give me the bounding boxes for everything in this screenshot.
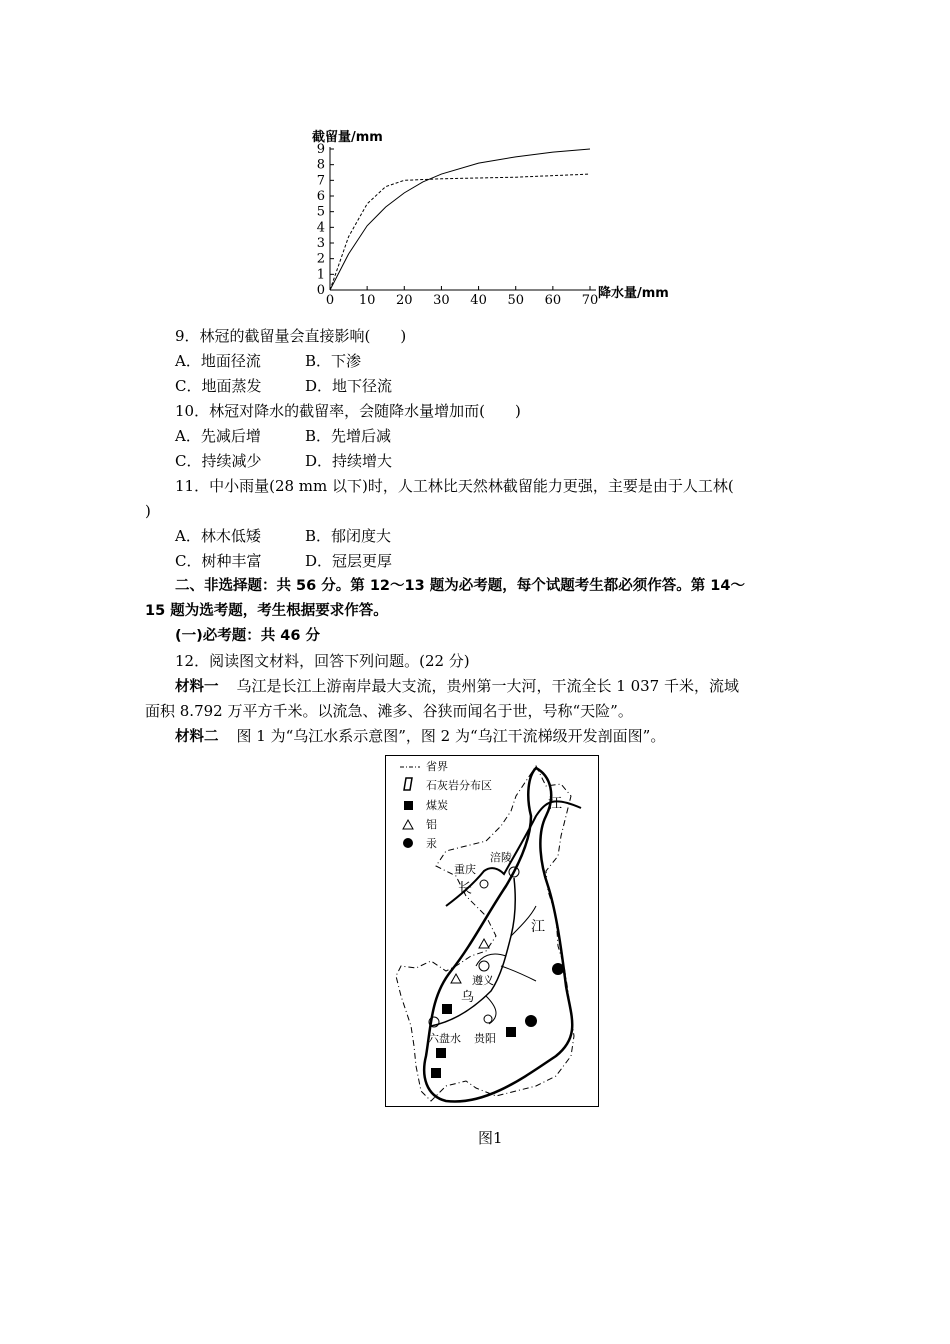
label-wu: 乌 <box>461 990 475 1005</box>
coal-icon <box>404 801 413 810</box>
aluminum-icon <box>403 820 413 829</box>
material1-label: 材料一 <box>175 679 219 695</box>
legend-province-border: 省界 <box>426 760 448 773</box>
q10-options-cd <box>175 449 392 474</box>
interception-chart <box>300 125 690 310</box>
section2-heading-line1: 二、非选择题：共 56 分。第 12～13 题为必考题，每个试题考生都必须作答。第 14～ <box>175 578 745 594</box>
q9-options-cd <box>175 374 392 399</box>
chongqing-city-icon <box>480 880 488 888</box>
coal-symbol <box>506 1027 516 1037</box>
label-guiyang: 贵阳 <box>474 1032 496 1045</box>
q10-options-ab <box>175 424 391 449</box>
wujiang-map <box>385 755 599 1107</box>
x-axis-label: 降水量/mm <box>598 286 669 301</box>
series-line-dashed <box>330 174 590 290</box>
mercury-symbol <box>552 963 564 975</box>
label-liupanshui: 六盘水 <box>428 1032 461 1045</box>
q10-option-d[interactable]: D．持续增大 <box>305 452 393 470</box>
map-legend <box>400 759 492 850</box>
q12-material1-line1 <box>175 674 739 700</box>
q9-option-b[interactable]: B．下渗 <box>305 352 362 370</box>
coal-symbol <box>436 1048 446 1058</box>
y-tick-label: 1 <box>316 267 325 283</box>
q12-material1-line2: 面积 8.792 万平方千米。以流急、滩多、谷狭而闻名于世，号称“天险”。 <box>145 702 633 720</box>
q11-options-ab <box>175 524 391 549</box>
y-tick-label: 8 <box>316 157 325 173</box>
q11-option-c[interactable]: C．树种丰富 <box>175 552 262 570</box>
label-jiang-mid: 江 <box>531 919 545 935</box>
label-jiang-top: 江 <box>548 796 562 812</box>
q10-option-c[interactable]: C．持续减少 <box>175 452 262 470</box>
legend-coal: 煤炭 <box>426 799 448 812</box>
legend-aluminum: 铝 <box>426 818 437 831</box>
y-tick-label: 2 <box>316 251 325 267</box>
material2-label: 材料二 <box>175 729 219 745</box>
q11-option-d[interactable]: D．冠层更厚 <box>305 552 393 570</box>
x-tick-label: 20 <box>396 293 413 308</box>
label-zunyi: 遵义 <box>472 974 494 987</box>
coal-symbol <box>431 1068 441 1078</box>
q9-option-a[interactable]: A．地面径流 <box>175 352 261 370</box>
guiyang-city-icon <box>484 1015 492 1023</box>
y-tick-label: 6 <box>316 189 325 204</box>
q10-stem: 10．林冠对降水的截留率，会随降水量增加而( ) <box>175 402 521 420</box>
q11-option-a[interactable]: A．林木低矮 <box>175 527 261 545</box>
section2-subheading: (一)必考题：共 46 分 <box>175 628 321 644</box>
y-tick-label: 3 <box>316 236 325 251</box>
x-tick-label: 50 <box>507 293 524 308</box>
aluminum-symbol <box>451 974 461 983</box>
x-tick-label: 40 <box>470 293 487 308</box>
q11-stem-line1: 11．中小雨量(28 mm 以下)时，人工林比天然林截留能力更强，主要是由于人工林( <box>175 477 734 495</box>
material2-text: 图 1 为“乌江水系示意图”，图 2 为“乌江干流梯级开发剖面图”。 <box>236 727 666 745</box>
y-tick-label: 5 <box>316 204 325 220</box>
q10-option-b[interactable]: B．先增后减 <box>305 427 392 445</box>
label-chang: 长 <box>458 881 472 897</box>
y-tick-label: 0 <box>316 283 325 298</box>
label-chongqing: 重庆 <box>454 863 476 876</box>
label-fuling: 涪陵 <box>490 851 512 864</box>
province-border <box>396 766 574 1101</box>
y-tick-label: 4 <box>316 220 325 236</box>
q10-option-a[interactable]: A．先减后增 <box>175 427 261 445</box>
wujiang-basin-boundary <box>424 768 572 1102</box>
material1-text: 乌江是长江上游南岸最大支流，贵州第一大河，干流全长 1 037 千米，流域 <box>236 677 739 695</box>
x-tick-label: 0 <box>325 293 335 308</box>
aluminum-symbol <box>479 939 489 948</box>
y-tick-label: 9 <box>316 142 325 157</box>
q11-option-b[interactable]: B．郁闭度大 <box>305 527 392 545</box>
section2-heading-line2: 15 题为选考题，考生根据要求作答。 <box>145 603 388 619</box>
q11-options-cd <box>175 549 392 574</box>
limestone-icon <box>404 778 412 790</box>
figure-caption: 图1 <box>478 1129 503 1147</box>
q12-material2 <box>175 724 665 750</box>
y-axis-label: 截留量/mm <box>312 130 383 145</box>
x-tick-label: 30 <box>433 293 450 308</box>
x-tick-label: 60 <box>544 293 562 308</box>
x-tick-label: 70 <box>581 293 599 308</box>
q11-stem-line2: ) <box>145 502 151 520</box>
coal-symbol <box>442 1004 452 1014</box>
series-line-solid <box>330 149 590 290</box>
legend-limestone: 石灰岩分布区 <box>426 779 492 792</box>
wu-river-tributaries <box>476 906 536 1024</box>
q12-stem: 12．阅读图文材料，回答下列问题。(22 分) <box>175 652 470 670</box>
q9-option-d[interactable]: D．地下径流 <box>305 377 393 395</box>
q9-options-ab <box>175 349 361 374</box>
q9-stem: 9．林冠的截留量会直接影响( ) <box>175 327 407 345</box>
y-tick-label: 7 <box>316 173 325 189</box>
zunyi-city-icon <box>479 961 489 971</box>
mercury-icon <box>403 838 413 848</box>
legend-mercury: 汞 <box>426 837 437 850</box>
mercury-symbol <box>525 1015 537 1027</box>
x-tick-label: 10 <box>358 293 376 308</box>
q9-option-c[interactable]: C．地面蒸发 <box>175 377 262 395</box>
